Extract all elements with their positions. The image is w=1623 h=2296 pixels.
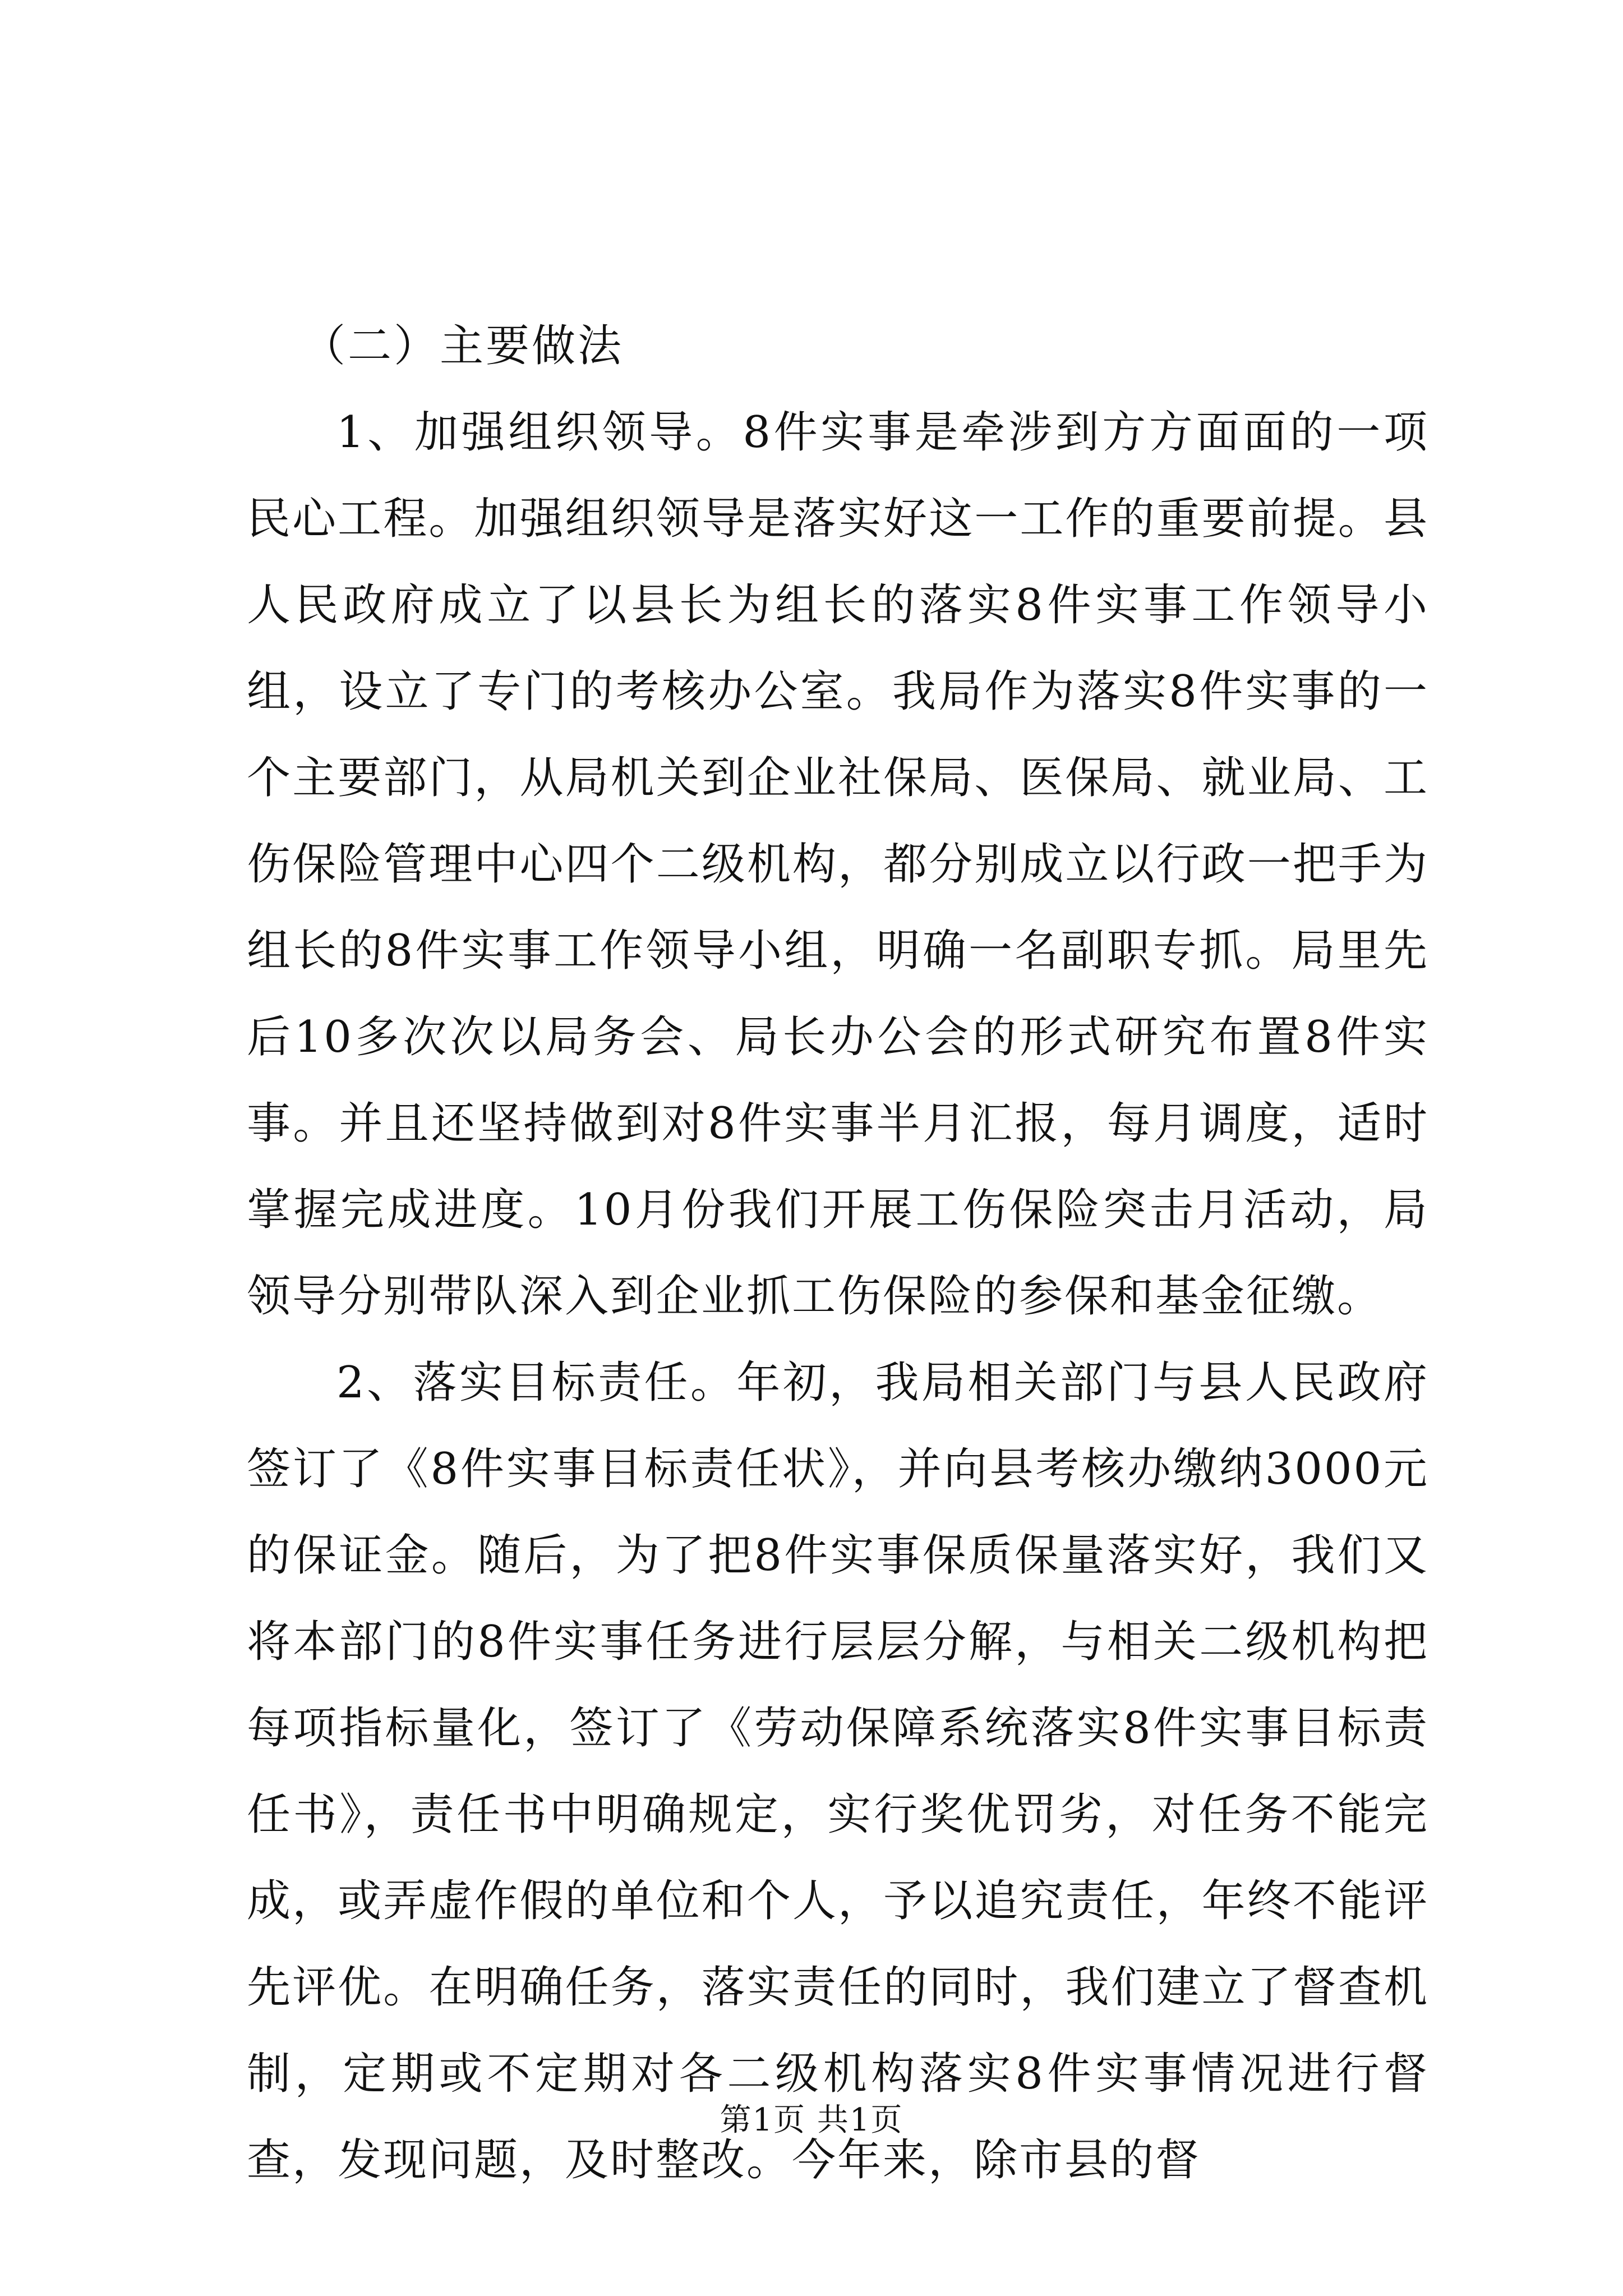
page-footer: 第1页 共1页 [720,2102,903,2138]
paragraph-target-responsibility: 2、落实目标责任。年初，我局相关部门与县人民政府签订了《8件实事目标责任状》，并向县考核办缴纳3000元的保证金。随后，为了把8件实事保质保量落实好，我们又将本部门的8件实事任务进行层层分解，与相关二级机构把每项指标量化，签订了《劳动保障系统落实8件实事目标责任书》，责任书中明确规定，实行奖优罚劣，对任务不能完成，或弄虚作假的单位和个人，予以追究责任，年终不能评先评优。在明确任务，落实责任的同时，我们建立了督查机制，定期或不定期对各二级机构落实8件实事情况进行督查，发现问题，及时整改。今年来，除市县的督 [247,1358,1429,2185]
section-heading: （二）主要做法 [302,321,624,371]
document-body [247,303,1429,2203]
paragraph-organization-leadership: 1、加强组织领导。8件实事是牵涉到方方面面的一项民心工程。加强组织领导是落实好这一工作的重要前提。县人民政府成立了以县长为组长的落实8件实事工作领导小组，设立了专门的考核办公室。我局作为落实8件实事的一个主要部门，从局机关到企业社保局、医保局、就业局、工伤保险管理中心四个二级机构，都分别成立以行政一把手为组长的8件实事工作领导小组，明确一名副职专抓。局里先后10多次次以局务会、局长办公会的形式研究布置8件实事。并且还坚持做到对8件实事半月汇报，每月调度，适时掌握完成进度。10月份我们开展工伤保险突击月活动，局领导分别带队深入到企业抓工伤保险的参保和基金征缴。 [247,407,1429,1322]
